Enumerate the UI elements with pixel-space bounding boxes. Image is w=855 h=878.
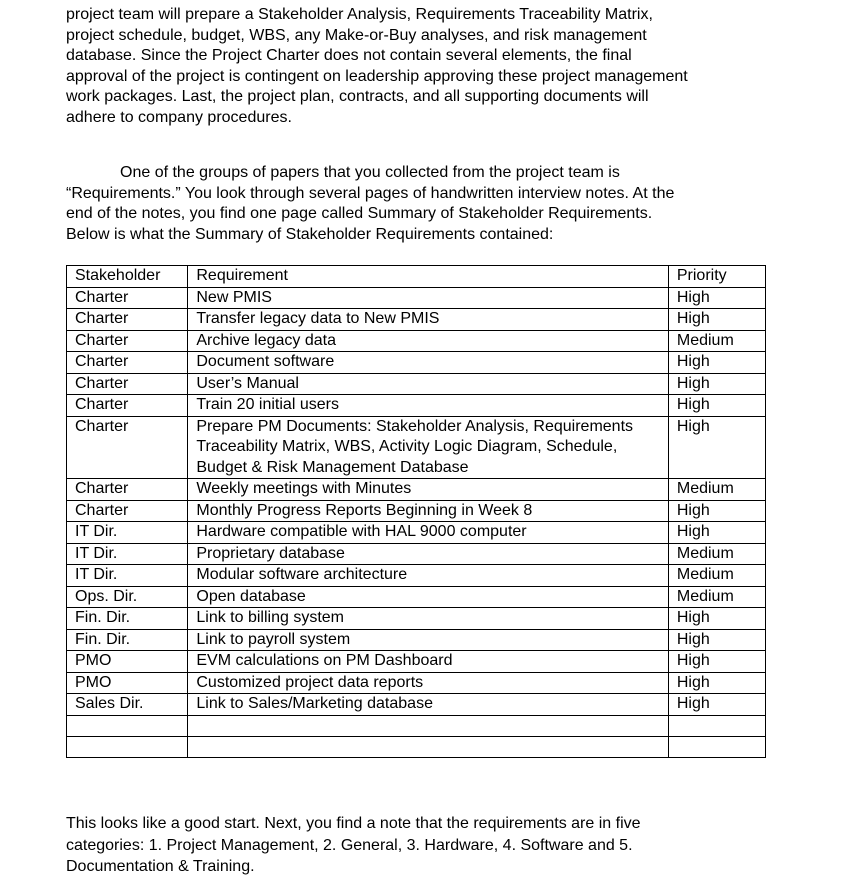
table-row (67, 395, 766, 417)
intro-line: database. Since the Project Charter does not contain several elements, the final (66, 47, 632, 65)
cell-stakeholder: Charter (67, 309, 188, 331)
cell-stakeholder: Ops. Dir. (67, 586, 188, 608)
cell-stakeholder: Charter (67, 416, 188, 479)
cell-priority: High (668, 373, 765, 395)
cell-stakeholder: Charter (67, 287, 188, 309)
table-row (67, 715, 766, 736)
cell-stakeholder: Charter (67, 500, 188, 522)
table-row (67, 651, 766, 673)
cell-stakeholder: PMO (67, 672, 188, 694)
cell-priority: High (668, 416, 765, 479)
cell-requirement: Customized project data reports (188, 672, 668, 694)
cell-requirement: EVM calculations on PM Dashboard (188, 651, 668, 673)
cell-priority: Medium (668, 565, 765, 587)
cell-stakeholder: PMO (67, 651, 188, 673)
context-line: One of the groups of papers that you collected from the project team is (120, 164, 620, 181)
cell-stakeholder: Sales Dir. (67, 694, 188, 716)
cell-stakeholder: Charter (67, 330, 188, 352)
cell-priority: High (668, 629, 765, 651)
table-row (67, 352, 766, 374)
cell-requirement (188, 715, 668, 736)
table-row (67, 608, 766, 630)
cell-requirement: Proprietary database (188, 543, 668, 565)
cell-stakeholder: Fin. Dir. (67, 629, 188, 651)
cell-requirement: Link to payroll system (188, 629, 668, 651)
intro-line: project team will prepare a Stakeholder Analysis, Requirements Traceability Matrix, (66, 6, 653, 23)
context-line: end of the notes, you find one page called Summary of Stakeholder Requirements. (66, 205, 653, 223)
cell-stakeholder: Charter (67, 373, 188, 395)
cell-requirement: Prepare PM Documents: Stakeholder Analysis, Requirements Traceability Matrix, WBS, Activity Logic Diagram, Schedule, Budget & Risk Management Database (188, 416, 668, 479)
table-row (67, 543, 766, 565)
cell-priority: High (668, 352, 765, 374)
table-row (67, 629, 766, 651)
cell-requirement: Open database (188, 586, 668, 608)
table-row (67, 522, 766, 544)
cell-priority: High (668, 395, 765, 417)
cell-stakeholder: Fin. Dir. (67, 608, 188, 630)
cell-requirement: Hardware compatible with HAL 9000 computer (188, 522, 668, 544)
stakeholder-requirements-table (66, 265, 766, 758)
context-paragraph (66, 163, 786, 245)
cell-priority: Medium (668, 330, 765, 352)
cell-requirement: Train 20 initial users (188, 395, 668, 417)
closing-line: Documentation & Training. (66, 858, 255, 875)
table-row (67, 287, 766, 309)
table-row (67, 694, 766, 716)
cell-requirement: Archive legacy data (188, 330, 668, 352)
intro-paragraph (66, 5, 786, 129)
table-header-row (67, 266, 766, 288)
cell-stakeholder (67, 736, 188, 757)
cell-priority: High (668, 500, 765, 522)
cell-priority: High (668, 651, 765, 673)
cell-requirement (188, 736, 668, 757)
intro-line: approval of the project is contingent on leadership approving these project management (66, 67, 688, 85)
table-row (67, 586, 766, 608)
table-row (67, 736, 766, 757)
cell-requirement: Link to billing system (188, 608, 668, 630)
cell-priority: Medium (668, 479, 765, 501)
cell-priority: Medium (668, 586, 765, 608)
cell-stakeholder (67, 715, 188, 736)
table-row (67, 309, 766, 331)
cell-priority: High (668, 287, 765, 309)
cell-stakeholder: IT Dir. (67, 543, 188, 565)
cell-requirement: Weekly meetings with Minutes (188, 479, 668, 501)
cell-stakeholder: Charter (67, 479, 188, 501)
table-row (67, 373, 766, 395)
context-line: “Requirements.” You look through several pages of handwritten interview notes. At the (66, 184, 675, 202)
cell-stakeholder: IT Dir. (67, 522, 188, 544)
cell-stakeholder: IT Dir. (67, 565, 188, 587)
table-row (67, 330, 766, 352)
cell-priority (668, 736, 765, 757)
cell-priority: High (668, 522, 765, 544)
cell-priority (668, 715, 765, 736)
cell-priority: Medium (668, 543, 765, 565)
cell-requirement: Link to Sales/Marketing database (188, 694, 668, 716)
intro-line: project schedule, budget, WBS, any Make-or-Buy analyses, and risk management (66, 26, 647, 44)
header-stakeholder: Stakeholder (67, 266, 188, 288)
cell-stakeholder: Charter (67, 352, 188, 374)
intro-line: adhere to company procedures. (66, 108, 292, 126)
closing-line: categories: 1. Project Management, 2. General, 3. Hardware, 4. Software and 5. (66, 836, 633, 854)
cell-requirement: Transfer legacy data to New PMIS (188, 309, 668, 331)
closing-line: This looks like a good start. Next, you find a note that the requirements are in five (66, 815, 641, 832)
intro-line: work packages. Last, the project plan, contracts, and all supporting documents will (66, 88, 649, 106)
cell-priority: High (668, 694, 765, 716)
cell-requirement: Modular software architecture (188, 565, 668, 587)
table-row (67, 500, 766, 522)
header-requirement: Requirement (188, 266, 668, 288)
cell-priority: High (668, 309, 765, 331)
table-row (67, 672, 766, 694)
table-row (67, 565, 766, 587)
cell-requirement: New PMIS (188, 287, 668, 309)
cell-priority: High (668, 608, 765, 630)
cell-stakeholder: Charter (67, 395, 188, 417)
cell-requirement: Document software (188, 352, 668, 374)
closing-paragraph (66, 813, 786, 878)
cell-requirement: User’s Manual (188, 373, 668, 395)
table-row (67, 479, 766, 501)
table-row (67, 416, 766, 479)
cell-requirement: Monthly Progress Reports Beginning in Week 8 (188, 500, 668, 522)
cell-priority: High (668, 672, 765, 694)
context-line: Below is what the Summary of Stakeholder Requirements contained: (66, 225, 554, 243)
header-priority: Priority (668, 266, 765, 288)
